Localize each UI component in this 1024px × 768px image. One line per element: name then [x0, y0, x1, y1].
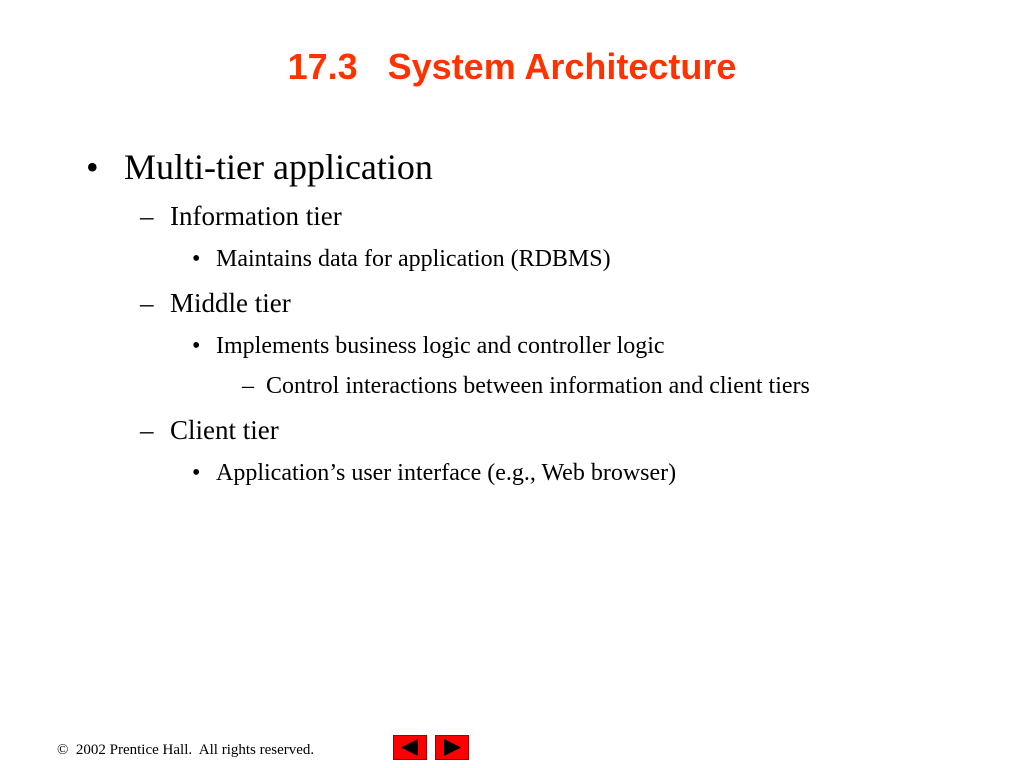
bullet-multi-tier-application: Multi-tier application: [124, 147, 433, 187]
bullet-client-tier: Client tier: [170, 415, 279, 445]
dash-marker: –: [140, 288, 154, 318]
bullet-marker: •: [192, 333, 201, 359]
bullet-marker: •: [192, 246, 201, 272]
bullet-information-tier: Information tier: [170, 201, 342, 231]
next-slide-button[interactable]: [435, 735, 469, 760]
bullet-control-interactions: Control interactions between information and client tiers: [266, 373, 810, 399]
bullet-implements-business-logic: Implements business logic and controller logic: [216, 333, 665, 359]
bullet-marker: •: [192, 460, 201, 486]
dash-marker: –: [140, 415, 154, 445]
bullet-user-interface: Application’s user interface (e.g., Web browser): [216, 460, 677, 486]
left-arrow-icon: [394, 736, 426, 759]
bullet-maintains-data: Maintains data for application (RDBMS): [216, 246, 611, 272]
dash-marker: –: [242, 373, 254, 399]
slide-title: 17.3 System Architecture: [287, 46, 737, 87]
copyright-footer: © 2002 Prentice Hall. All rights reserved.: [57, 742, 315, 758]
dash-marker: –: [140, 201, 154, 231]
bullet-marker: •: [86, 147, 99, 187]
right-arrow-icon: [436, 736, 468, 759]
previous-slide-button[interactable]: [393, 735, 427, 760]
bullet-middle-tier: Middle tier: [170, 288, 291, 318]
